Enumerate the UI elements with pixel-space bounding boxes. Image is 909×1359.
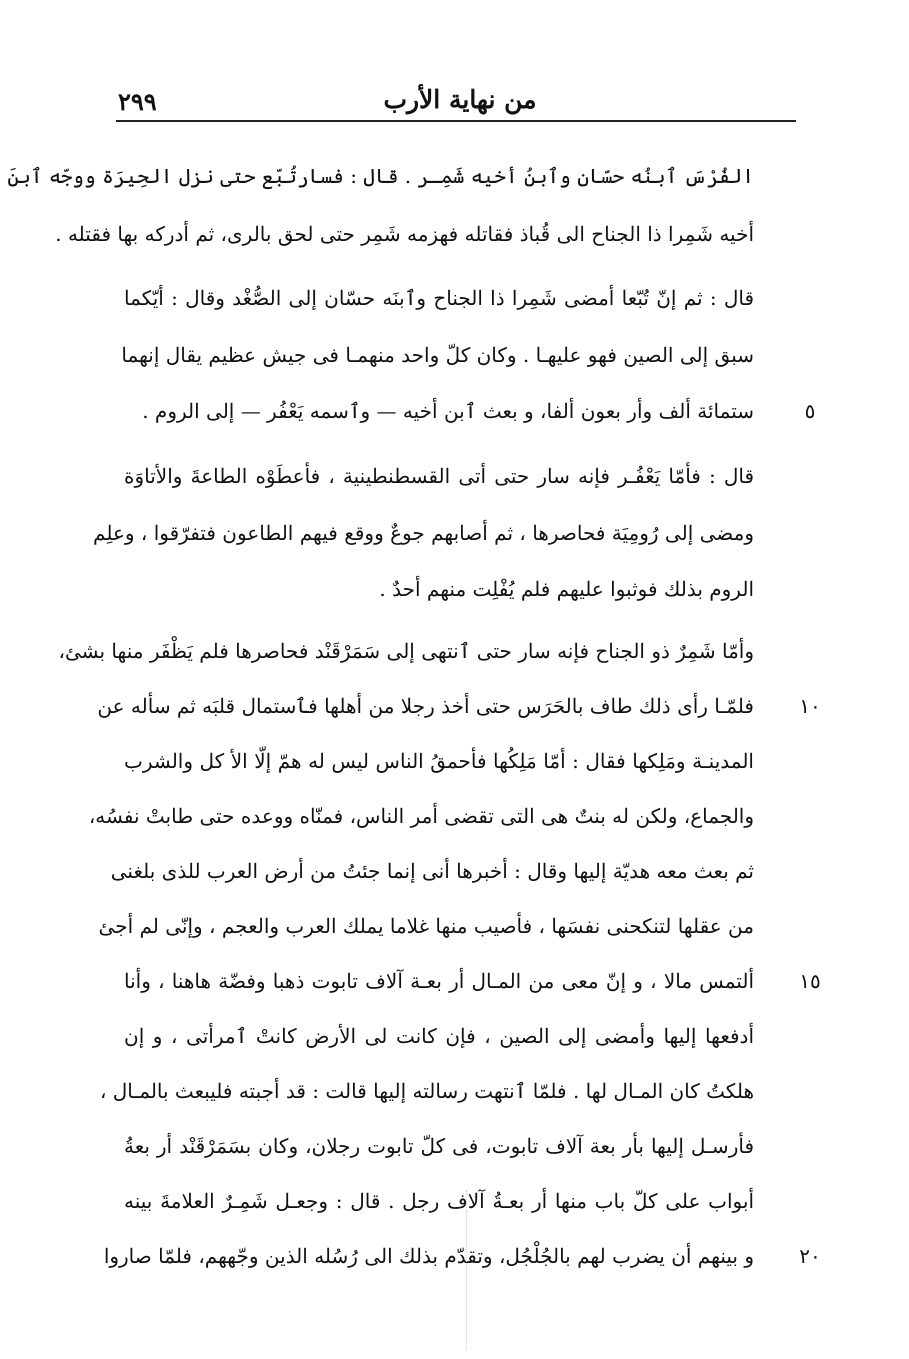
- text-line: وأمّا شَمِرٌ ذو الجناح فإنه سار حتى ٱنتهى إلى سَمَرْقَنْد فحاصرها فلم يَظْفَر منها بشئ،: [58, 639, 754, 663]
- text-line: فأرسـل إليها بأر بعة آلاف تابوت، فى كلّ تابوت رجلان، وكان بسَمَرْقَنْد أر بعةُ: [124, 1134, 754, 1158]
- text-line: من عقلها لتنكحنى نفسَها ، فأصيب منها غلاما يملك العرب والعجم ، وإنّى لم أجئ: [98, 914, 754, 938]
- text-line: ألتمس مالا ، و إنّ معى من المـال أر بعـة آلاف تابوت ذهبا وفضّة هاهنا ، وأنا: [124, 969, 754, 993]
- text-line: الفُرْسَ ٱبنُه حسّان وٱبنُ أخيه شَمِـر . قال : فسارتُبّع حتى نزل الحِيرَة ووجّه ٱبنَ: [7, 164, 754, 188]
- text-line: ثم بعث معه هديّة إليها وقال : أخبرها أنى إنما جئتُ من أرض العرب للذى بلغنى: [110, 859, 754, 883]
- line-number: ١٠: [799, 694, 821, 718]
- text-line: قال : ثم إنّ تُبّعا أمضى شَمِرا ذا الجناح وٱبنَه حسّان إلى الصُّغْد وقال : أيّكما: [124, 286, 754, 310]
- line-number: ١٥: [799, 969, 821, 993]
- fold-line: [466, 1190, 467, 1350]
- text-line: والجماع، ولكن له بنتٌ هى التى تقضى أمر الناس، فمنّاه ووعده حتى طابتْ نفسُه،: [88, 804, 754, 828]
- text-line: هلكتُ كان المـال لها . فلمّا ٱنتهت رسالته إليها قالت : قد أجبته فليبعث بالمـال ،: [99, 1079, 754, 1103]
- text-line: فلمّـا رأى ذلك طاف بالحَرَس حتى أخذ رجلا من أهلها فٱستمال قلبَه ثم سأله عن: [97, 694, 754, 718]
- text-line: و بينهم أن يضرب لهم بالجُلْجُل، وتقدّم بذلك الى رُسُله الذين وجّههم، فلمّا صاروا: [103, 1244, 754, 1268]
- page-number: ٢٩٩: [118, 87, 157, 116]
- header-rule: [116, 120, 796, 122]
- text-line: سبق إلى الصين فهو عليهـا . وكان كلّ واحد منهمـا فى جيش عظيم يقال إنهما: [121, 343, 754, 367]
- text-line: أدفعها إليها وأمضى إلى الصين ، فإن كانت لى الأرض كانتْ ٱمرأتى ، و إن: [124, 1024, 754, 1048]
- bleed-through-mark: [60, 760, 90, 810]
- text-line: الروم بذلك فوثبوا عليهم فلم يُفْلِت منهم أحدٌ .: [379, 577, 754, 601]
- text-line: قال : فأمّا يَعْفُـر فإنه سار حتى أتى القسطنطينية ، فأعطَوْه الطاعةَ والأتاوَة: [124, 464, 754, 488]
- text-line: المدينـة ومَلِكها فقال : أمّا مَلِكُها فأحمقُ الناس ليس له همّ إلّا الأ كل والشرب: [124, 749, 754, 773]
- line-number: ٢٠: [799, 1244, 821, 1268]
- text-line: أبواب على كلّ باب منها أر بعـةُ آلاف رجل . قال : وجعـل شَمِـرٌ العلامةَ بينه: [124, 1189, 754, 1213]
- text-line: ستمائة ألف وأر بعون ألفا، و بعث ٱبن أخيه — وٱسمه يَعْفُر — إلى الروم .: [142, 399, 754, 423]
- text-line: أخيه شَمِرا ذا الجناح الى قُباذ فقاتله فهزمه شَمِر حتى لحق بالرى، ثم أدركه بها فقتله .: [55, 222, 754, 246]
- line-number: ٥: [804, 399, 816, 423]
- text-line: ومضى إلى رُومِيَة فحاصرها ، ثم أصابهم جوعٌ ووقع فيهم الطاعون فتفرّقوا ، وعلِم: [93, 521, 754, 545]
- running-title: من نهاية الأرب: [383, 85, 537, 114]
